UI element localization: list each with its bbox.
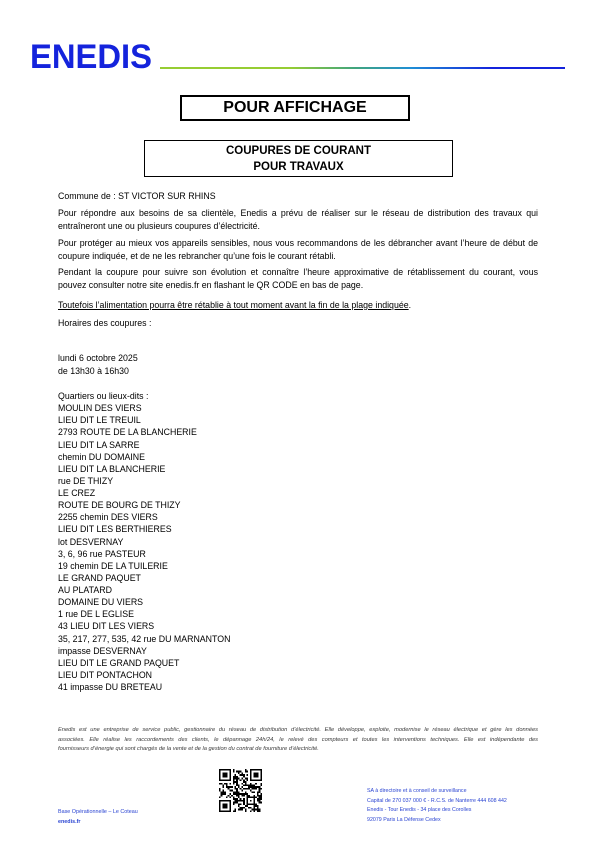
schedule-block [58,352,538,378]
legal-line: associées. Elle réalise les raccordements des clients, le dépannage 24h/24, le relevé des compteurs et toutes les interventions techniques. Elle est indépendante des [58,736,538,743]
area-item: 2793 ROUTE DE LA BLANCHERIE [58,427,197,438]
area-item: 19 chemin DE LA TUILERIE [58,560,168,571]
qr-code [219,769,262,812]
area-item: 3, 6, 96 rue PASTEUR [58,548,146,559]
legal-line: fournisseurs d’énergie qui sont chargés de la vente et de la gestion du contrat de fourniture d’électricité. [58,746,319,752]
schedule-hours: de 13h30 à 16h30 [58,365,129,376]
area-item: 43 LIEU DIT LES VIERS [58,621,155,632]
area-item: LE CREZ [58,488,96,498]
company-line: Capital de 270 037 000 € - R.C.S. de Nanterre 444 608 442 [367,797,507,804]
display-label-box [180,95,410,121]
paragraph-line: coupure indiquée, et de ne les rebrancher qu’une fois le courant rétabli. [58,250,336,261]
area-items [58,402,538,693]
area-item: LIEU DIT LE TREUIL [58,415,141,426]
area-item: LIEU DIT LES BERTHIERES [58,524,172,535]
legal-line: Enedis est une entreprise de service public, gestionnaire du réseau de distribution d’électricité. Elle développe, exploite, modernise le réseau électrique et gère les données [58,727,538,733]
area-item: 1 rue DE L EGLISE [58,609,134,620]
restoration-notice [58,299,538,312]
area-item: MOULIN DES VIERS [58,403,142,414]
area-item: impasse DESVERNAY [58,645,147,656]
restoration-notice-text: Toutefois l’alimentation pourra être rétablie à tout moment avant la fin de la plage indiquée [58,299,409,310]
office-block [58,807,138,827]
enedis-logo [28,38,156,76]
paragraph-line: Pour répondre aux besoins de sa clientèle, Enedis a prévu de réaliser sur le réseau de distribution des travaux qui [58,207,538,218]
schedule-date: lundi 6 octobre 2025 [58,352,138,363]
commune-line [58,190,538,203]
area-item: LIEU DIT LA SARRE [58,439,140,450]
area-item: lot DESVERNAY [58,536,124,547]
company-line: 92079 Paris La Défense Cedex [367,817,441,824]
area-item: 2255 chemin DES VIERS [58,512,158,523]
area-item: AU PLATARD [58,585,112,595]
commune-label: Commune de : [58,190,116,201]
area-item: 41 impasse DU BRETEAU [58,682,163,692]
office-website: enedis.fr [58,819,81,825]
notice-title-line-2: POUR TRAVAUX [253,160,344,173]
area-item: chemin DU DOMAINE [58,451,146,462]
areas-label: Quartiers ou lieux-dits : [58,391,149,401]
commune-name: ST VICTOR SUR RHINS [118,190,216,201]
area-item: LE GRAND PAQUET [58,572,141,583]
notice-title-line-1: COUPURES DE COURANT [225,144,372,157]
area-item: 35, 217, 277, 535, 42 rue DU MARNANTON [58,633,231,644]
paragraph-line: Pour protéger au mieux vos appareils sensibles, nous vous recommandons de les débrancher avant l’heure de début de [58,237,538,248]
area-item: LIEU DIT LE GRAND PAQUET [58,657,180,668]
paragraph-line: entraîneront une ou plusieurs coupures d’électricité. [58,220,260,231]
area-item: rue DE THIZY [58,475,114,486]
office-name: Base Opérationnelle – Le Coteau [58,809,138,815]
company-info [367,787,507,826]
brand-rule [160,67,565,69]
paragraph-advice [58,237,538,263]
company-line: Enedis - Tour Enedis - 34 place des Corolles [367,807,472,814]
areas-list [58,390,538,693]
schedule-label: Horaires des coupures : [58,317,152,328]
display-label: POUR AFFICHAGE [223,99,367,116]
area-item: LIEU DIT LA BLANCHERIE [58,463,166,474]
area-item: DOMAINE DU VIERS [58,597,144,608]
restoration-notice-end: . [408,299,412,310]
notice-title-box [144,140,453,177]
logo-wordmark: ENEDIS [30,38,152,76]
area-item: LIEU DIT PONTACHON [58,669,153,680]
paragraph-intro [58,207,538,233]
paragraph-tracking [58,266,538,293]
area-item: ROUTE DE BOURG DE THIZY [58,500,181,511]
company-line: SA à directoire et à conseil de surveillance [367,788,467,794]
legal-notice [58,726,538,755]
paragraph-line: pouvez consulter notre site enedis.fr en flashant le QR CODE en bas de page. [58,280,364,290]
paragraph-line: Pendant la coupure pour suivre son évolution et connaître l’heure approximative de rétablissement du courant, vous [58,266,538,277]
